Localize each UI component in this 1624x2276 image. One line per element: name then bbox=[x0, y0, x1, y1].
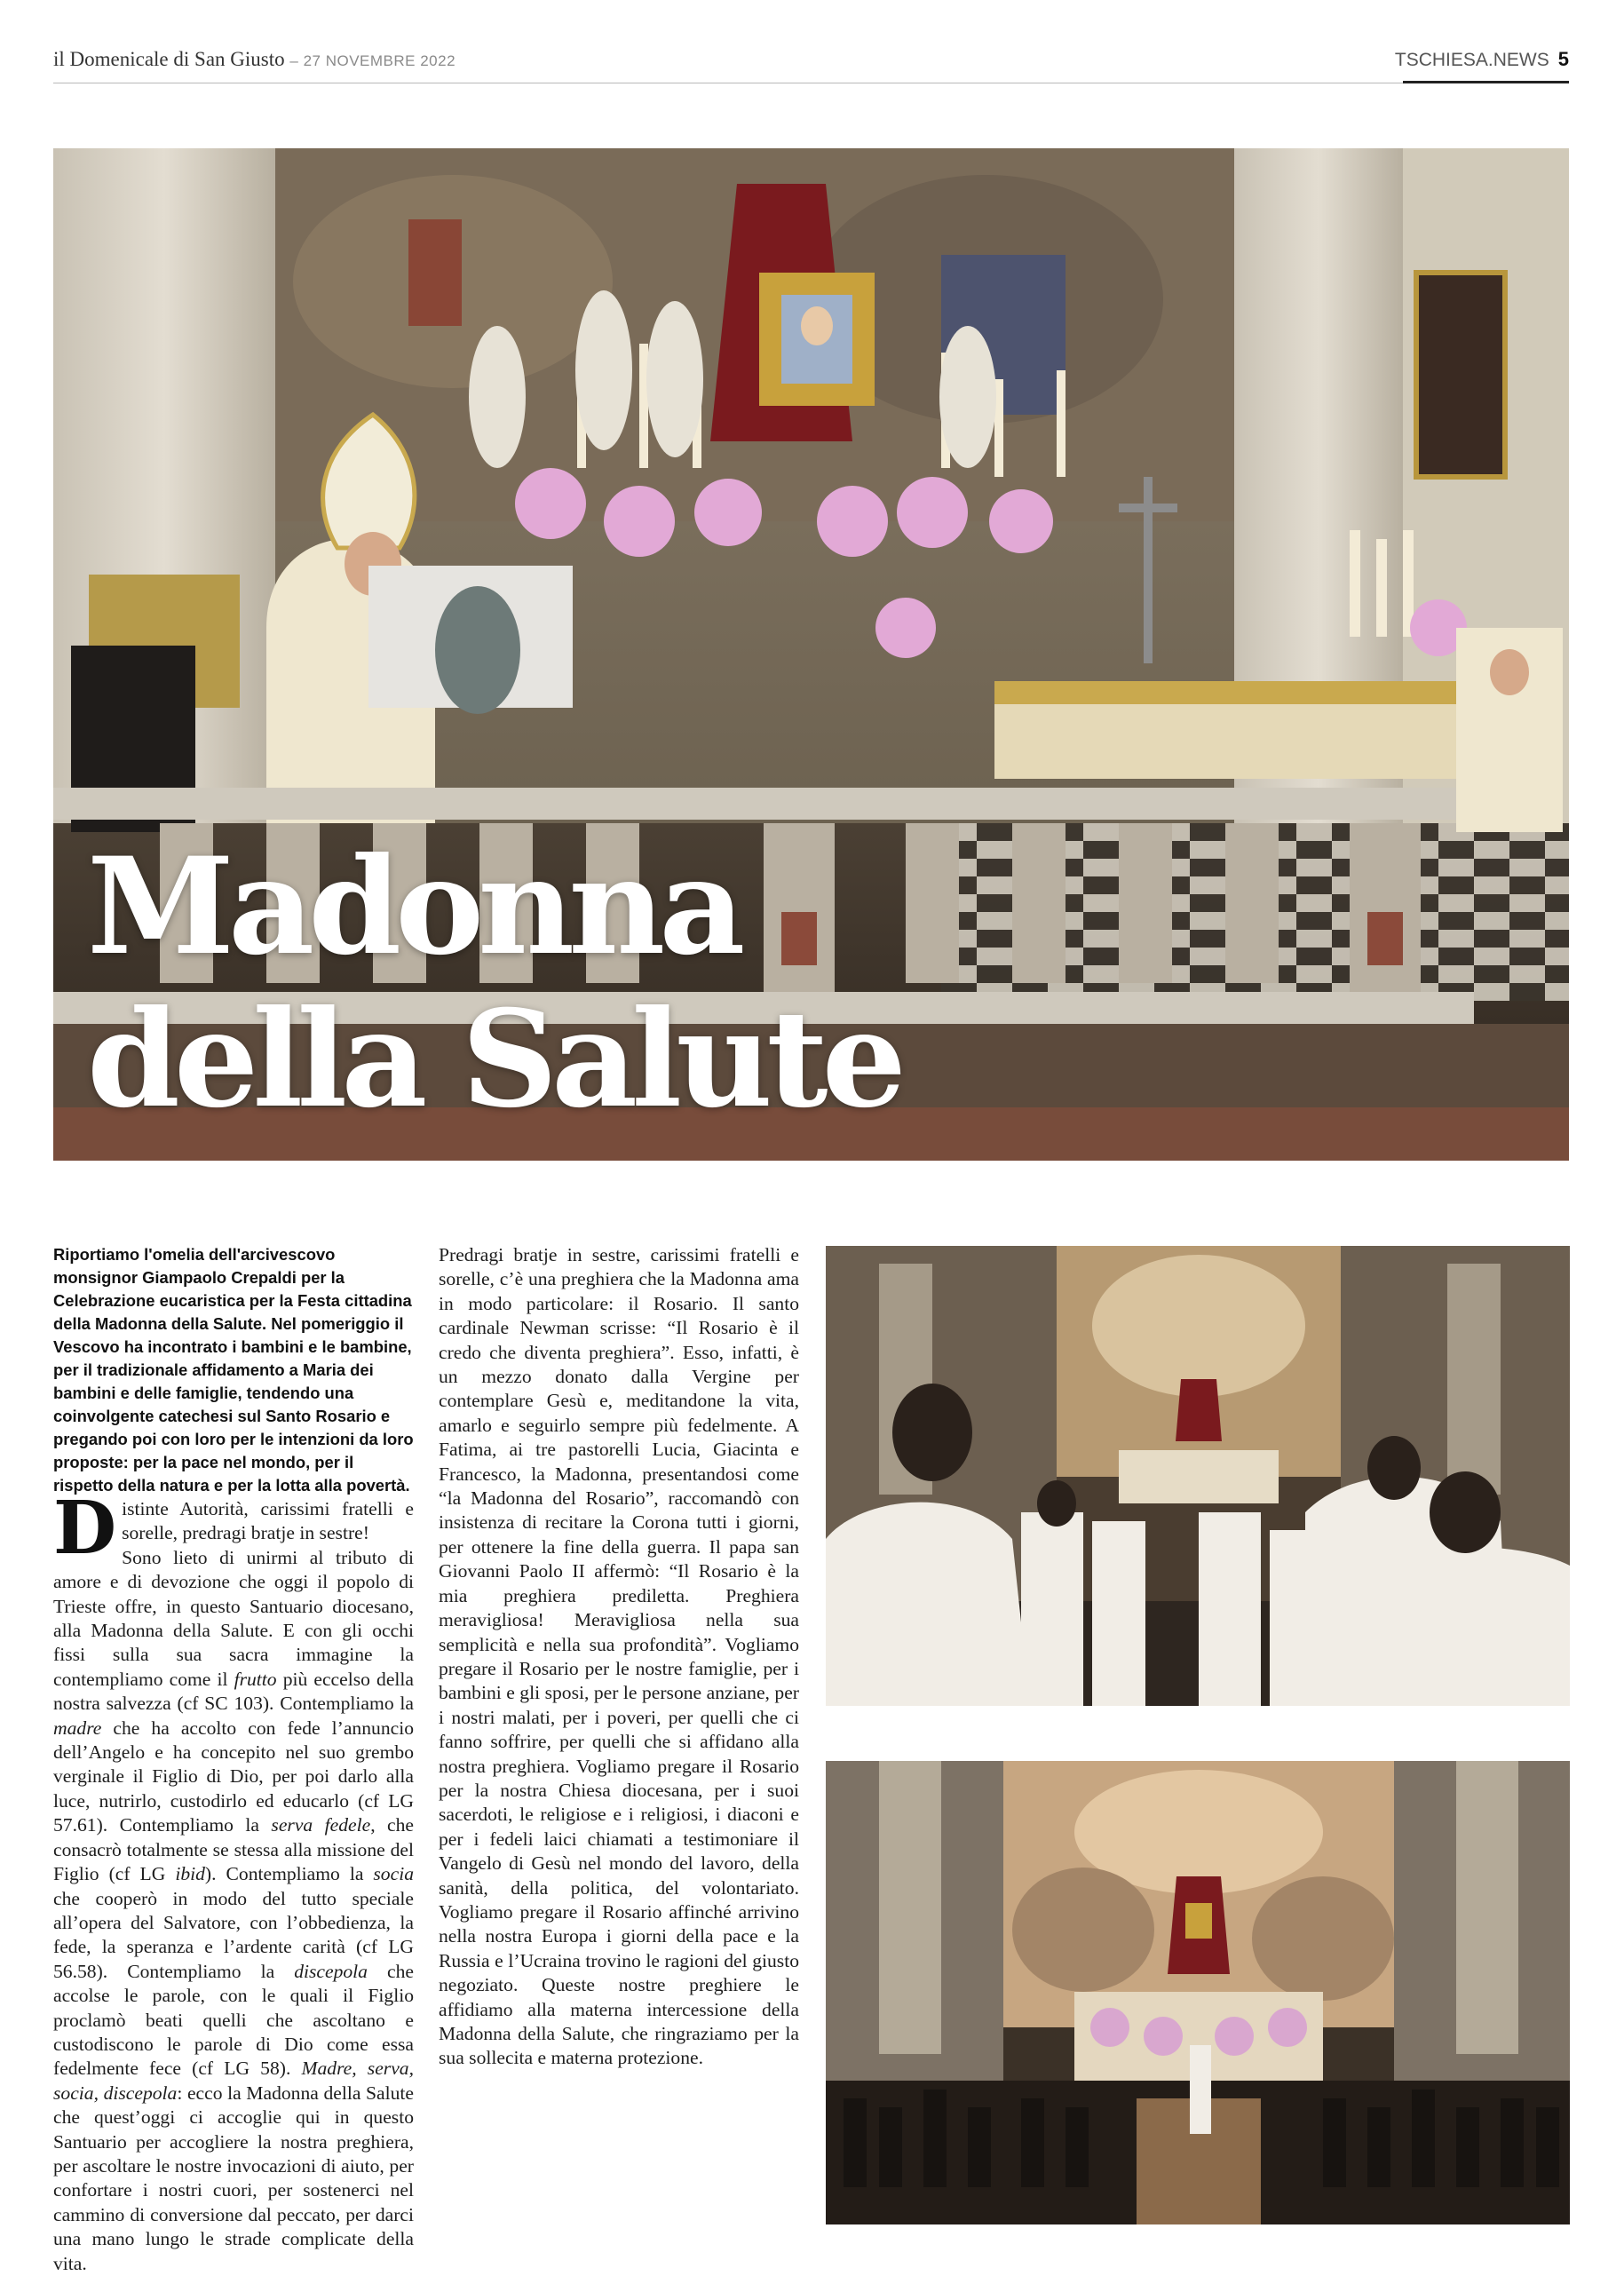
homily-paragraph-1: Sono lieto di unirmi al tributo di amore e di devozione che oggi il popolo di Trieste offre, in questo Santuario diocesano, alla Madonna della Salute. E con gli occhi fissi sulla sua sacra immagine la contempliamo come il frutto più eccelso della nostra salvezza (cf SC 103). Contempliamo la madre che ha accolto con fede l’annuncio dell’Angelo e ha concepito nel suo grembo verginale il Figlio di Dio, per poi darlo alla luce, nutrirlo, custodirlo ed educarlo (cf LG 57.61). Contempliamo la serva fedele, che consacrò totalmente se stessa alla missione del Figlio (cf LG ibid). Contempliamo la socia che cooperò in modo del tutto speciale all’opera del Salvatore, con l’obbedienza, la fede, la speranza e l’ardente carità (cf LG 56.58). Contempliamo la discepola che accolse le parole, con le quali il Figlio proclamò beati quelli che ascoltano e custodiscono le parole di Dio come essa fedelmente fece (cf LG 58). Madre, serva, socia, discepola: ecco la Madonna della Salute che quest’oggi ci accoglie qui in questo Santuario per accogliere la nostra preghiera, per ascoltare le nostre invocazioni di aiuto, per confortare i nostri cuori, per sostenerci nel cammino di conversione dal peccato, per darci una mano lungo le strade complicate della vita. bbox=[53, 1546, 414, 2274]
article-lead: Riportiamo l'omelia dell'arcivescovo monsignor Giampaolo Crepaldi per la Celebrazione eucaristica per la Festa cittadina della Madonna della Salute. Nel pomeriggio il Vescovo ha incontrato i bambini e le bambine, per il tradizionale affidamento a Maria dei bambini e delle famiglie, tendendo una coinvolgente catechesi sul Santo Rosario e pregando poi con loro per le intenzioni da loro proposte: per la pace nel mondo, per il rispetto della natura e per la lotta alla povertà. bbox=[53, 1245, 414, 1495]
site-name: TSCHIESA.NEWS bbox=[1394, 50, 1549, 70]
greeting-text: istinte Autorità, carissimi fratelli e sorelle, predragi bratje in sestre! bbox=[122, 1498, 414, 1544]
clergy-procession-image bbox=[826, 1246, 1570, 1706]
homily-greeting bbox=[53, 1486, 414, 1571]
article-title-line-1: Madonna bbox=[87, 829, 740, 985]
sanctuary-photo bbox=[826, 1761, 1570, 2224]
article-title bbox=[87, 830, 900, 1136]
text-column-2 bbox=[439, 1243, 799, 2071]
issue-date: – 27 NOVEMBRE 2022 bbox=[289, 52, 456, 69]
article-title-line-2: della Salute bbox=[87, 981, 900, 1138]
page-number: 5 bbox=[1557, 48, 1569, 70]
text-column-1 bbox=[53, 1243, 414, 2276]
homily-paragraph-2: Predragi bratje in sestre, carissimi fratelli e sorelle, c’è una preghiera che la Madonna ama in modo particolare: il Rosario. Il santo cardinale Newman scrisse: “Il Rosario è il credo che diventa preghiera”. Esso, infatti, è un mezzo donato dalla Vergine per contemplare Gesù e, meditandone la vita, amarlo e seguirlo sempre più fedelmente. A Fatima, ai tre pastorelli Lucia, Giacinta e Francesco, la Madonna, presentandosi come “la Madonna del Rosario”, raccomandò con insistenza di recitare la Corona tutti i giorni, per ottenere la fine della guerra. Il papa san Giovanni Paolo II affermò: “Il Rosario è la mia preghiera prediletta. Preghiera meravigliosa! Meravigliosa nella sua semplicità e nella sua profondità”. Vogliamo pregare il Rosario per le nostre famiglie, per i bambini e gli sposi, per le persone anziane, per i nostri malati, per i poveri, per quelli che ci fanno soffrire, per quelli che si affidano alla nostra preghiera. Vogliamo pregare il Rosario per la nostra Chiesa diocesana, per i suoi sacerdoti, le religiose e i religiosi, i diaconi e per i fedeli laici chiamati a testimoniare il Vangelo di Gesù nel mondo del lavoro, della sanità, della politica, del volontariato. Vogliamo pregare il Rosario affinché arrivino nella nostra Europa i giorni della pace e la Russia e l’Ucraina trovino le ragioni del giusto negoziato. Queste nostre preghiere le affidiamo alla materna intercessione della Madonna della Salute, che ringraziamo per la sua sollecita e materna protezione. bbox=[439, 1244, 799, 2069]
procession-photo bbox=[826, 1246, 1570, 1706]
publication-name: il Domenicale di San Giusto bbox=[53, 48, 285, 70]
drop-cap: D bbox=[53, 1486, 117, 1571]
hero-photo bbox=[53, 148, 1569, 1161]
running-header bbox=[53, 48, 456, 71]
header-rule-accent bbox=[1403, 81, 1569, 83]
running-header-right bbox=[1395, 48, 1569, 71]
sanctuary-interior-image bbox=[826, 1761, 1570, 2224]
